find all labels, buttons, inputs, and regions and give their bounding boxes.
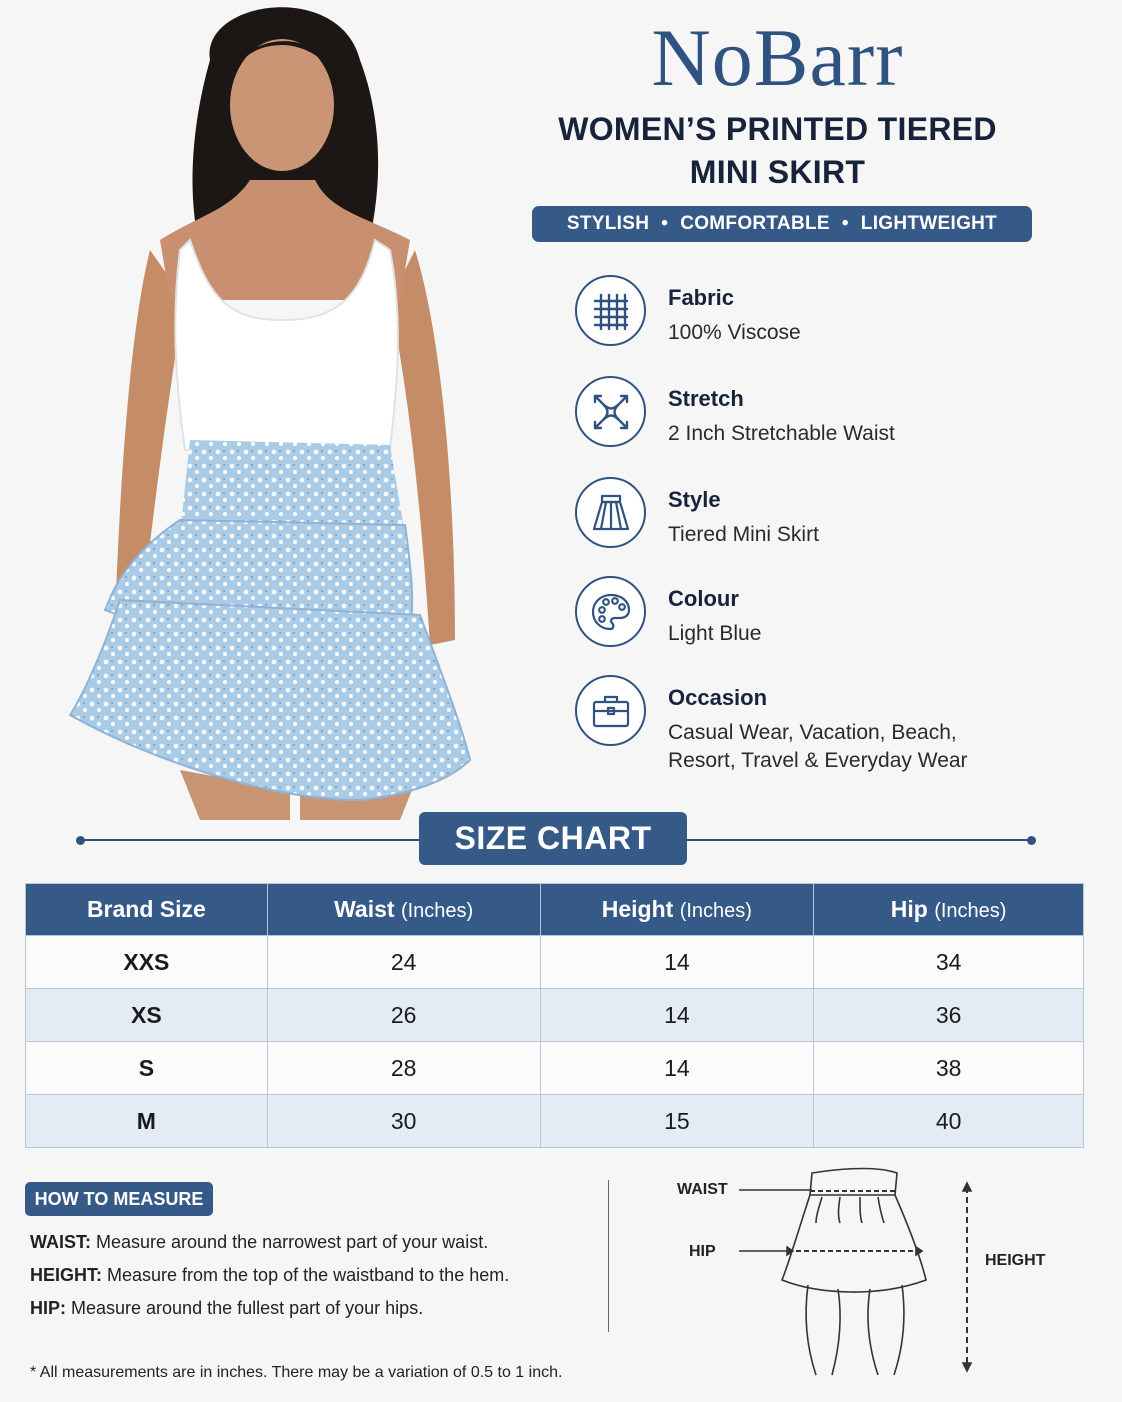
column-header-waist: Waist (Inches) xyxy=(267,884,540,936)
product-title-line-2: MINI SKIRT xyxy=(689,154,866,190)
height-cell: 15 xyxy=(540,1095,814,1148)
waist-cell: 24 xyxy=(267,936,540,989)
stretch-arrows-icon xyxy=(575,376,646,447)
height-cell: 14 xyxy=(540,1042,814,1095)
size-cell: S xyxy=(26,1042,268,1095)
feature-stretch xyxy=(575,376,1095,456)
column-header-brand-size: Brand Size xyxy=(26,884,268,936)
column-header-height: Height (Inches) xyxy=(540,884,814,936)
measurement-footnote: * All measurements are in inches. There may be a variation of 0.5 to 1 inch. xyxy=(30,1364,563,1381)
measure-instruction-waist: WAIST: Measure around the narrowest part of your waist. xyxy=(30,1232,489,1252)
how-to-measure-heading: HOW TO MEASURE xyxy=(25,1182,213,1216)
waist-cell: 30 xyxy=(267,1095,540,1148)
waist-cell: 28 xyxy=(267,1042,540,1095)
feature-value: 100% Viscose xyxy=(668,321,801,344)
size-cell: M xyxy=(26,1095,268,1148)
height-cell: 14 xyxy=(540,936,814,989)
tag-separator: • xyxy=(661,213,669,234)
divider-dot xyxy=(76,836,85,845)
feature-value: Casual Wear, Vacation, Beach, Resort, Travel & Everyday Wear xyxy=(668,721,968,772)
feature-occasion xyxy=(575,675,1095,785)
hip-cell: 36 xyxy=(814,989,1084,1042)
measure-instruction-height: HEIGHT: Measure from the top of the waistband to the hem. xyxy=(30,1265,510,1285)
tag-stylish: STYLISH xyxy=(566,213,650,234)
feature-value: 2 Inch Stretchable Waist xyxy=(668,422,895,445)
feature-value: Light Blue xyxy=(668,622,762,645)
feature-fabric xyxy=(575,275,1095,355)
height-cell: 14 xyxy=(540,989,814,1042)
divider-dot xyxy=(1027,836,1036,845)
briefcase-icon xyxy=(575,675,646,746)
diagram-label-height: HEIGHT xyxy=(985,1252,1046,1269)
brand-logo: NoBarr xyxy=(651,12,904,103)
table-row xyxy=(26,1042,1084,1095)
diagram-pointer-lines xyxy=(737,1185,817,1265)
column-header-hip: Hip (Inches) xyxy=(814,884,1084,936)
diagram-label-waist: WAIST xyxy=(677,1181,728,1198)
table-header-row xyxy=(26,884,1084,936)
product-title xyxy=(540,108,1015,194)
hip-cell: 40 xyxy=(814,1095,1084,1148)
size-chart-heading: SIZE CHART xyxy=(419,812,687,865)
table-row xyxy=(26,1095,1084,1148)
hip-cell: 34 xyxy=(814,936,1084,989)
feature-colour xyxy=(575,576,1095,656)
feature-value: Tiered Mini Skirt xyxy=(668,523,819,546)
feature-label: Stretch xyxy=(668,386,744,411)
feature-style xyxy=(575,477,1095,557)
section-divider xyxy=(608,1180,609,1332)
table-row xyxy=(26,936,1084,989)
model-photo xyxy=(60,0,500,820)
size-cell: XS xyxy=(26,989,268,1042)
measure-instruction-hip: HIP: Measure around the fullest part of your hips. xyxy=(30,1298,424,1318)
hip-cell: 38 xyxy=(814,1042,1084,1095)
fabric-weave-icon xyxy=(575,275,646,346)
feature-label: Occasion xyxy=(668,685,768,710)
waist-cell: 26 xyxy=(267,989,540,1042)
feature-label: Colour xyxy=(668,586,739,611)
feature-label: Style xyxy=(668,487,721,512)
feature-tags-bar xyxy=(532,206,1032,242)
product-title-line-1: WOMEN’S PRINTED TIERED xyxy=(558,111,997,147)
palette-icon xyxy=(575,576,646,647)
diagram-label-hip: HIP xyxy=(689,1243,716,1260)
size-cell: XXS xyxy=(26,936,268,989)
skirt-icon xyxy=(575,477,646,548)
size-chart-table xyxy=(25,883,1084,1148)
feature-label: Fabric xyxy=(668,285,735,310)
tag-comfortable: COMFORTABLE xyxy=(680,213,830,234)
tag-separator: • xyxy=(841,213,849,234)
table-row xyxy=(26,989,1084,1042)
tag-lightweight: LIGHTWEIGHT xyxy=(860,213,998,234)
